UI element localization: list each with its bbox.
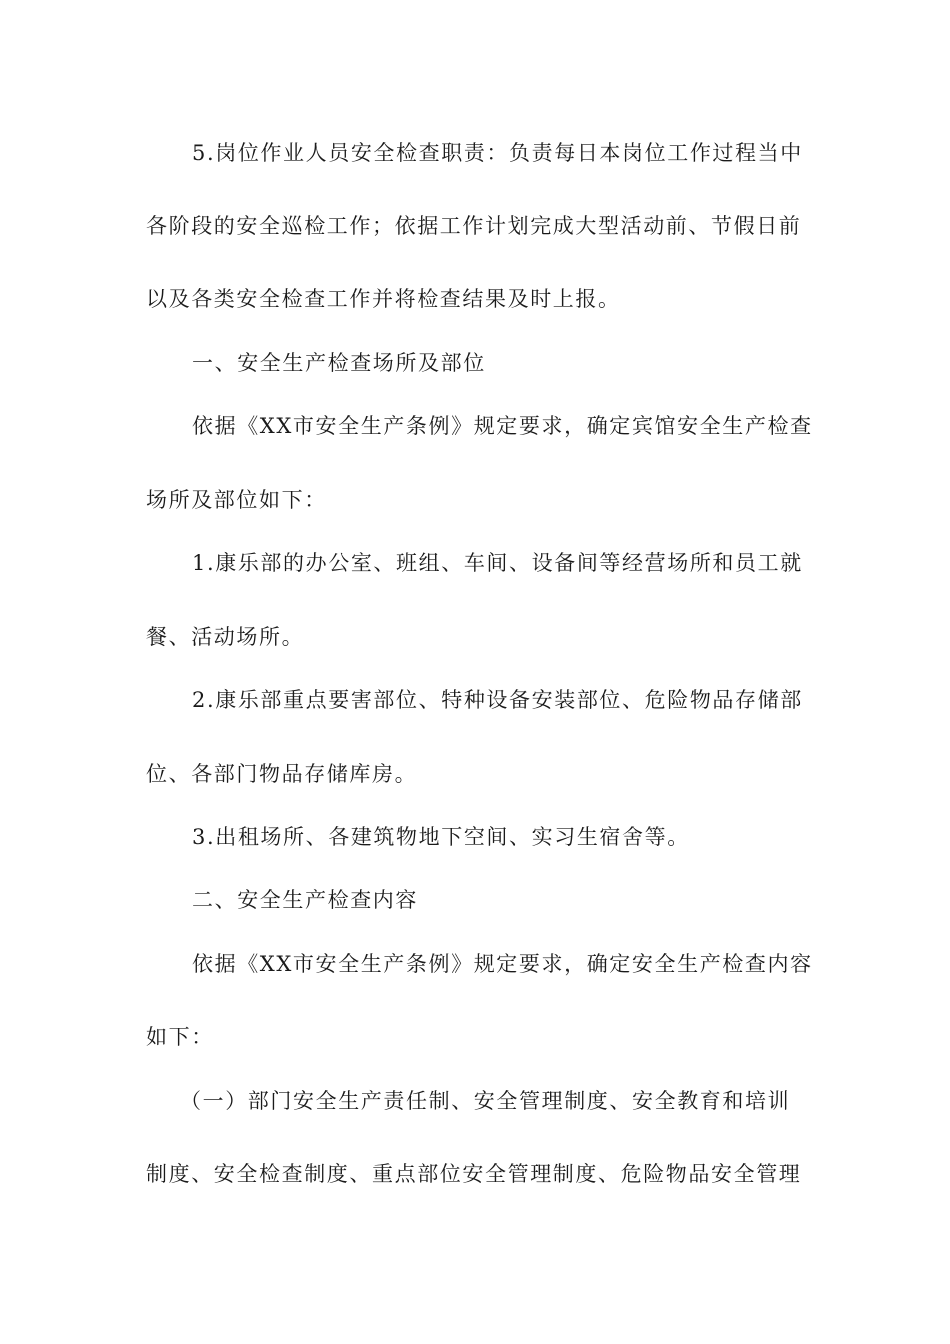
section-heading-1: 一、安全生产检查场所及部位 — [192, 351, 486, 375]
paragraph-line-6: 场所及部位如下： — [146, 488, 327, 512]
paragraph-line-5: 依据《XX市安全生产条例》规定要求，确定宾馆安全生产检查 — [192, 414, 813, 438]
paragraph-line-2: 各阶段的安全巡检工作；依据工作计划完成大型活动前、节假日前 — [146, 214, 802, 238]
paragraph-line-13: 依据《XX市安全生产条例》规定要求，确定安全生产检查内容 — [192, 952, 813, 976]
subsection-line-1: （一）部门安全生产责任制、安全管理制度、安全教育和培训 — [180, 1089, 791, 1113]
list-item-2-line-1: 2.康乐部重点要害部位、特种设备安装部位、危险物品存储部 — [192, 688, 803, 712]
section-heading-2: 二、安全生产检查内容 — [192, 888, 418, 912]
list-item-3: 3.出租场所、各建筑物地下空间、实习生宿舍等。 — [192, 825, 690, 849]
paragraph-line-1: 5.岗位作业人员安全检查职责：负责每日本岗位工作过程当中 — [192, 141, 803, 165]
subsection-line-2: 制度、安全检查制度、重点部位安全管理制度、危险物品安全管理 — [146, 1162, 802, 1186]
list-item-1-line-2: 餐、活动场所。 — [146, 625, 305, 649]
paragraph-line-3: 以及各类安全检查工作并将检查结果及时上报。 — [146, 287, 621, 311]
paragraph-line-14: 如下： — [146, 1025, 214, 1049]
list-item-2-line-2: 位、各部门物品存储库房。 — [146, 762, 418, 786]
list-item-1-line-1: 1.康乐部的办公室、班组、车间、设备间等经营场所和员工就 — [192, 551, 803, 575]
